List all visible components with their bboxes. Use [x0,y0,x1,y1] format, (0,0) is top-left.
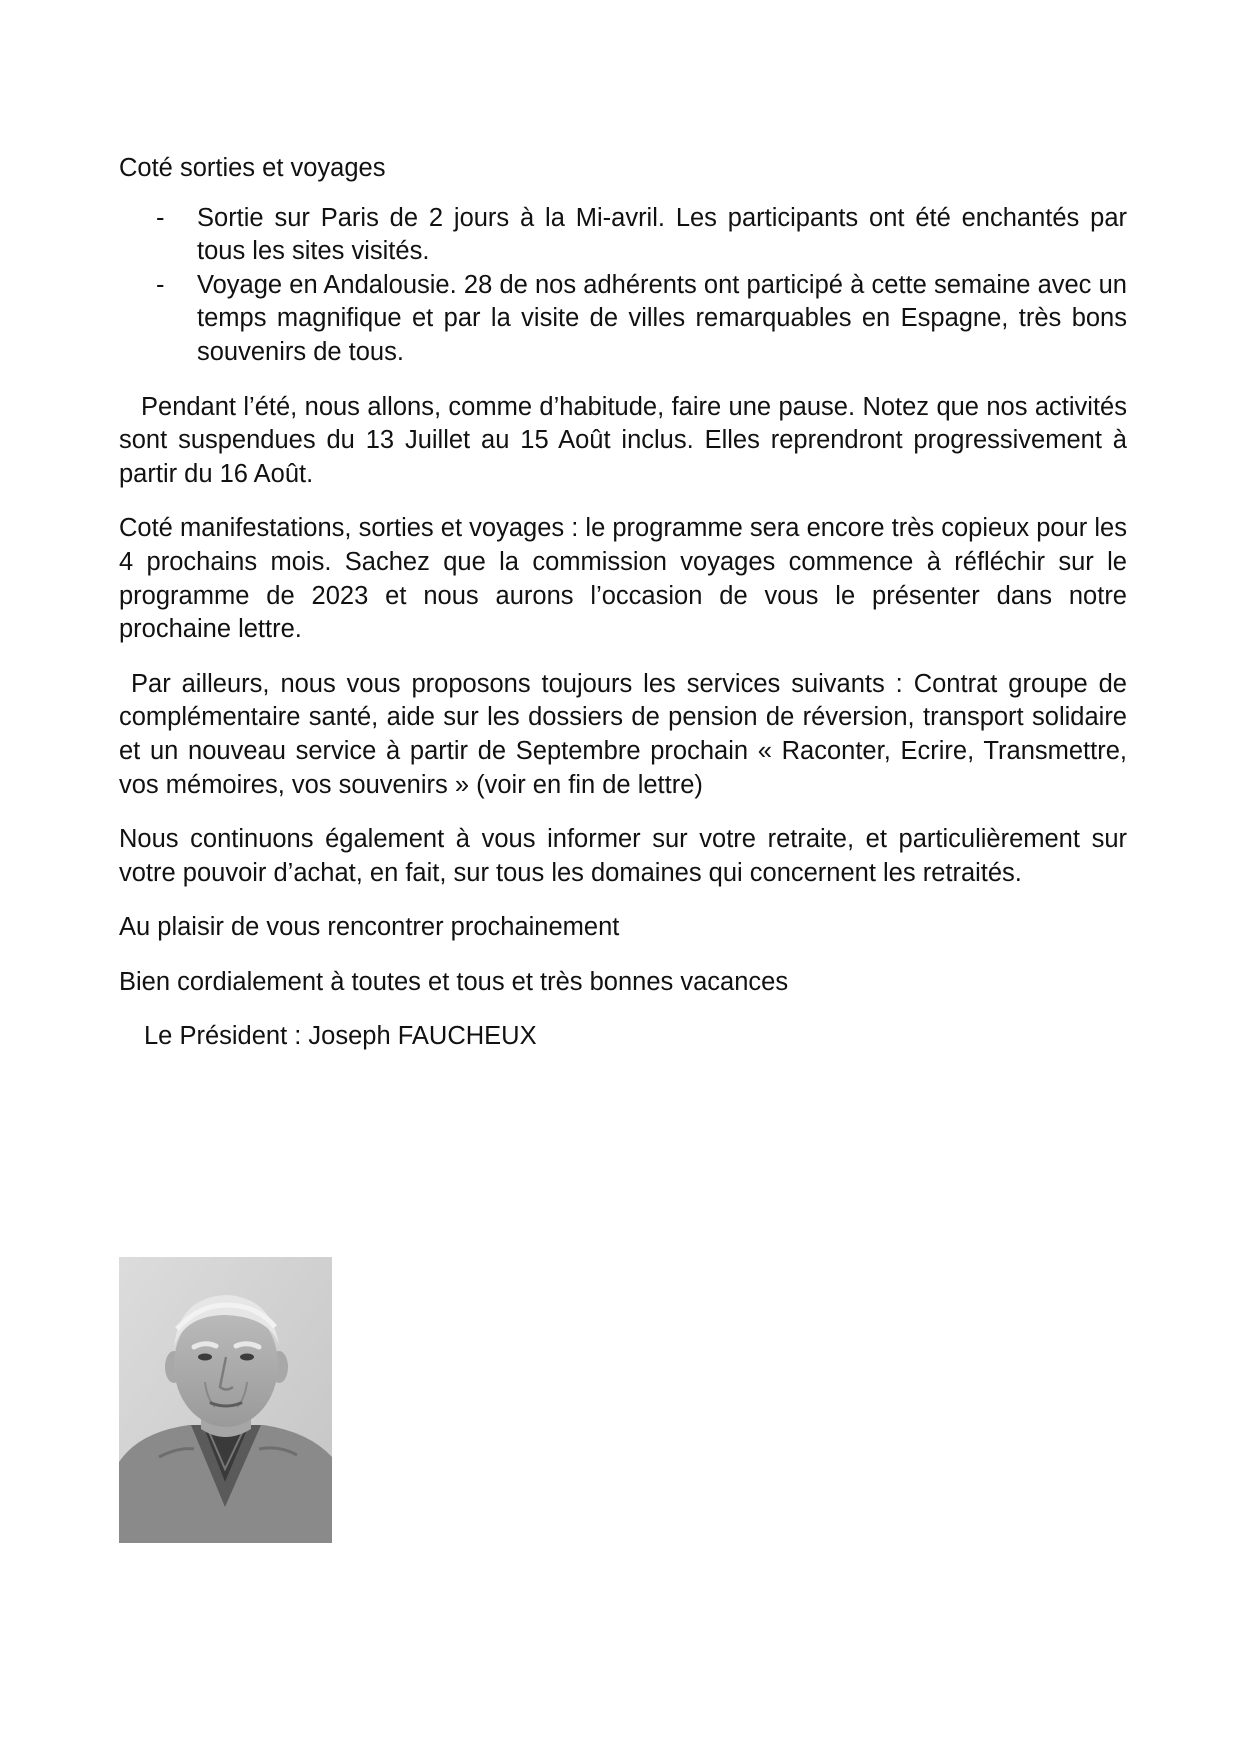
president-portrait-photo [119,1257,332,1543]
section-heading-trips: Coté sorties et voyages [119,154,386,182]
portrait-illustration [119,1257,332,1543]
bullet-dash: - [156,203,165,232]
paragraph-services: Par ailleurs, nous vous proposons toujours les services suivants : Contrat groupe de complémentaire santé, aide sur les dossiers de pension de réversion, transport solidaire et un nouveau service à partir de Septembre prochain « Raconter, Ecrire, Transmettre, vos mémoires, vos souvenirs » (voir en fin de lettre) [119,669,1127,799]
closing-line-meet: Au plaisir de vous rencontrer prochainement [119,913,620,942]
paragraph-retirement-info: Nous continuons également à vous informer sur votre retraite, et particulièrement sur votre pouvoir d’achat, en fait, sur tous les domaines qui concernent les retraités. [119,825,1127,887]
letter-body [119,152,1127,1054]
list-item [119,269,1127,370]
signature-line: Le Président : Joseph FAUCHEUX [144,1022,537,1051]
closing-line-regards: Bien cordialement à toutes et tous et très bonnes vacances [119,967,789,996]
paragraph-program: Coté manifestations, sorties et voyages : le programme sera encore très copieux pour les 4 prochains mois. Sachez que la commission voyages commence à réfléchir sur le programme de 2023 et nous aurons l’occasion de vous le présenter dans notre prochaine lettre. [119,514,1127,644]
bullet-text: Sortie sur Paris de 2 jours à la Mi-avril. Les participants ont été enchantés par tous les sites visités. [197,203,1127,266]
bullet-text: Voyage en Andalousie. 28 de nos adhérents ont participé à cette semaine avec un temps magnifique et par la visite de villes remarquables en Espagne, très bons souvenirs de tous. [197,270,1127,366]
trips-bullet-list [119,202,1127,370]
list-item [119,202,1127,269]
bullet-dash: - [156,270,165,299]
paragraph-summer-break: Pendant l’été, nous allons, comme d’habitude, faire une pause. Notez que nos activités sont suspendues du 13 Juillet au 15 Août inclus. Elles reprendront progressivement à partir du 16 Août. [119,392,1127,488]
